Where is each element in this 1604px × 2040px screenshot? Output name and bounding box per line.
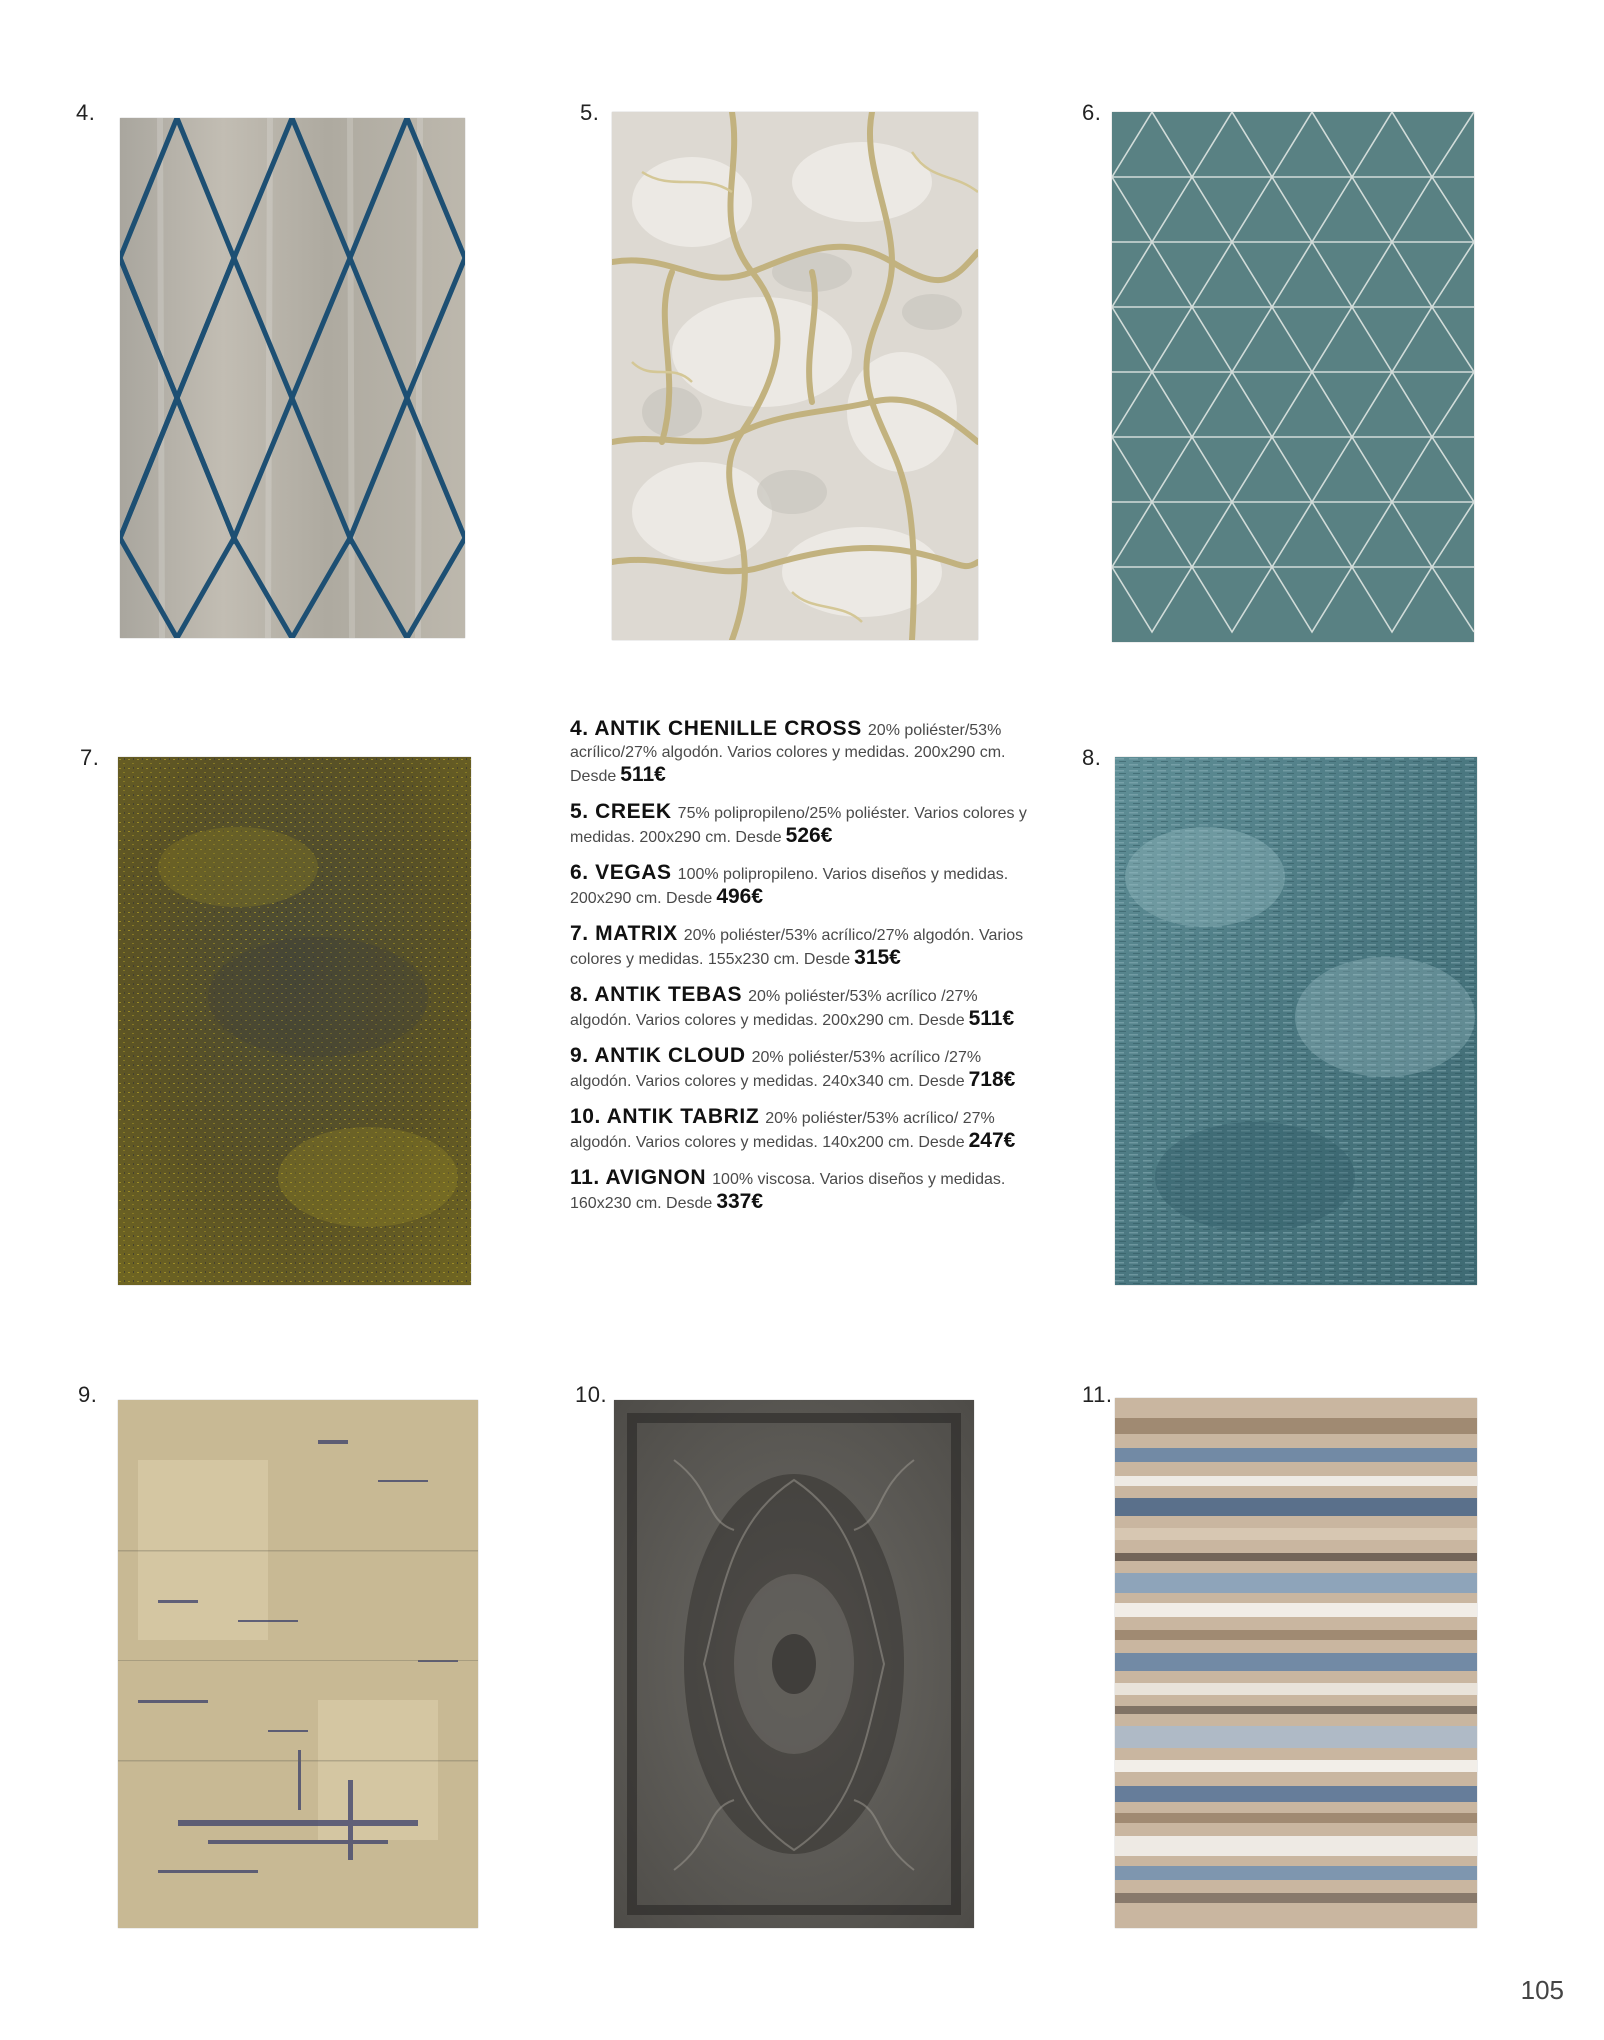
product-entry-9 [570, 1045, 1030, 1093]
rug-image-matrix [118, 757, 471, 1285]
product-spec: 100% polipropileno. Varios diseños y medidas. 200x290 cm. Desde [570, 866, 1009, 907]
product-name: 8. ANTIK TEBAS [570, 983, 743, 1006]
product-entry-6 [570, 862, 1030, 910]
product-name: 10. ANTIK TABRIZ [570, 1105, 760, 1128]
figure-label-4: 4. [76, 100, 96, 125]
rug-image-antik-chenille-cross [120, 118, 465, 638]
product-name: 6. VEGAS [570, 861, 672, 884]
product-price: 496€ [716, 885, 764, 908]
figure-label-5: 5. [580, 100, 600, 125]
product-price: 337€ [716, 1190, 764, 1213]
product-name: 7. MATRIX [570, 922, 678, 945]
product-name: 5. CREEK [570, 800, 672, 823]
product-price: 526€ [785, 824, 833, 847]
figure-label-8: 8. [1082, 745, 1102, 770]
product-spec: 20% poliéster/53% acrílico/27% algodón. Varios colores y medidas. 155x230 cm. Desde [570, 927, 1024, 968]
product-name: 4. ANTIK CHENILLE CROSS [570, 717, 862, 740]
product-entry-8 [570, 984, 1030, 1032]
rug-image-antik-cloud [118, 1400, 478, 1928]
figure-label-7: 7. [80, 745, 100, 770]
product-entry-5 [570, 801, 1030, 849]
product-description-list [570, 718, 1030, 1228]
product-price: 718€ [968, 1068, 1016, 1091]
rug-image-avignon [1115, 1398, 1477, 1928]
product-name: 9. ANTIK CLOUD [570, 1044, 746, 1067]
product-price: 315€ [854, 946, 901, 969]
rug-image-antik-tebas [1115, 757, 1477, 1285]
figure-label-9: 9. [78, 1382, 98, 1407]
figure-label-6: 6. [1082, 100, 1102, 125]
figure-label-10: 10. [575, 1382, 608, 1407]
rug-image-vegas [1112, 112, 1474, 642]
product-name: 11. AVIGNON [570, 1166, 707, 1189]
product-spec: 100% viscosa. Varios diseños y medidas. 160x230 cm. Desde [570, 1171, 1006, 1212]
product-entry-4 [570, 718, 1030, 788]
product-price: 247€ [968, 1129, 1016, 1152]
product-price: 511€ [620, 763, 666, 786]
product-entry-7 [570, 923, 1030, 971]
product-entry-10 [570, 1106, 1030, 1154]
rug-image-creek [612, 112, 978, 640]
product-price: 511€ [968, 1007, 1015, 1030]
rug-image-antik-tabriz [614, 1400, 974, 1928]
product-spec: 20% poliéster/53% acrílico/27% algodón. Varios colores y medidas. 200x290 cm. Desde [570, 722, 1006, 785]
product-entry-11 [570, 1167, 1030, 1215]
product-spec: 20% poliéster/53% acrílico /27% algodón. Varios colores y medidas. 200x290 cm. Desde [570, 988, 978, 1029]
product-spec: 20% poliéster/53% acrílico /27% algodón. Varios colores y medidas. 240x340 cm. Desde [570, 1049, 982, 1090]
product-spec: 20% poliéster/53% acrílico/ 27% algodón. Varios colores y medidas. 140x200 cm. Desde [570, 1110, 995, 1151]
figure-label-11: 11. [1082, 1382, 1113, 1407]
page-number: 105 [1520, 1975, 1564, 2005]
product-spec: 75% polipropileno/25% poliéster. Varios colores y medidas. 200x290 cm. Desde [570, 805, 1027, 846]
